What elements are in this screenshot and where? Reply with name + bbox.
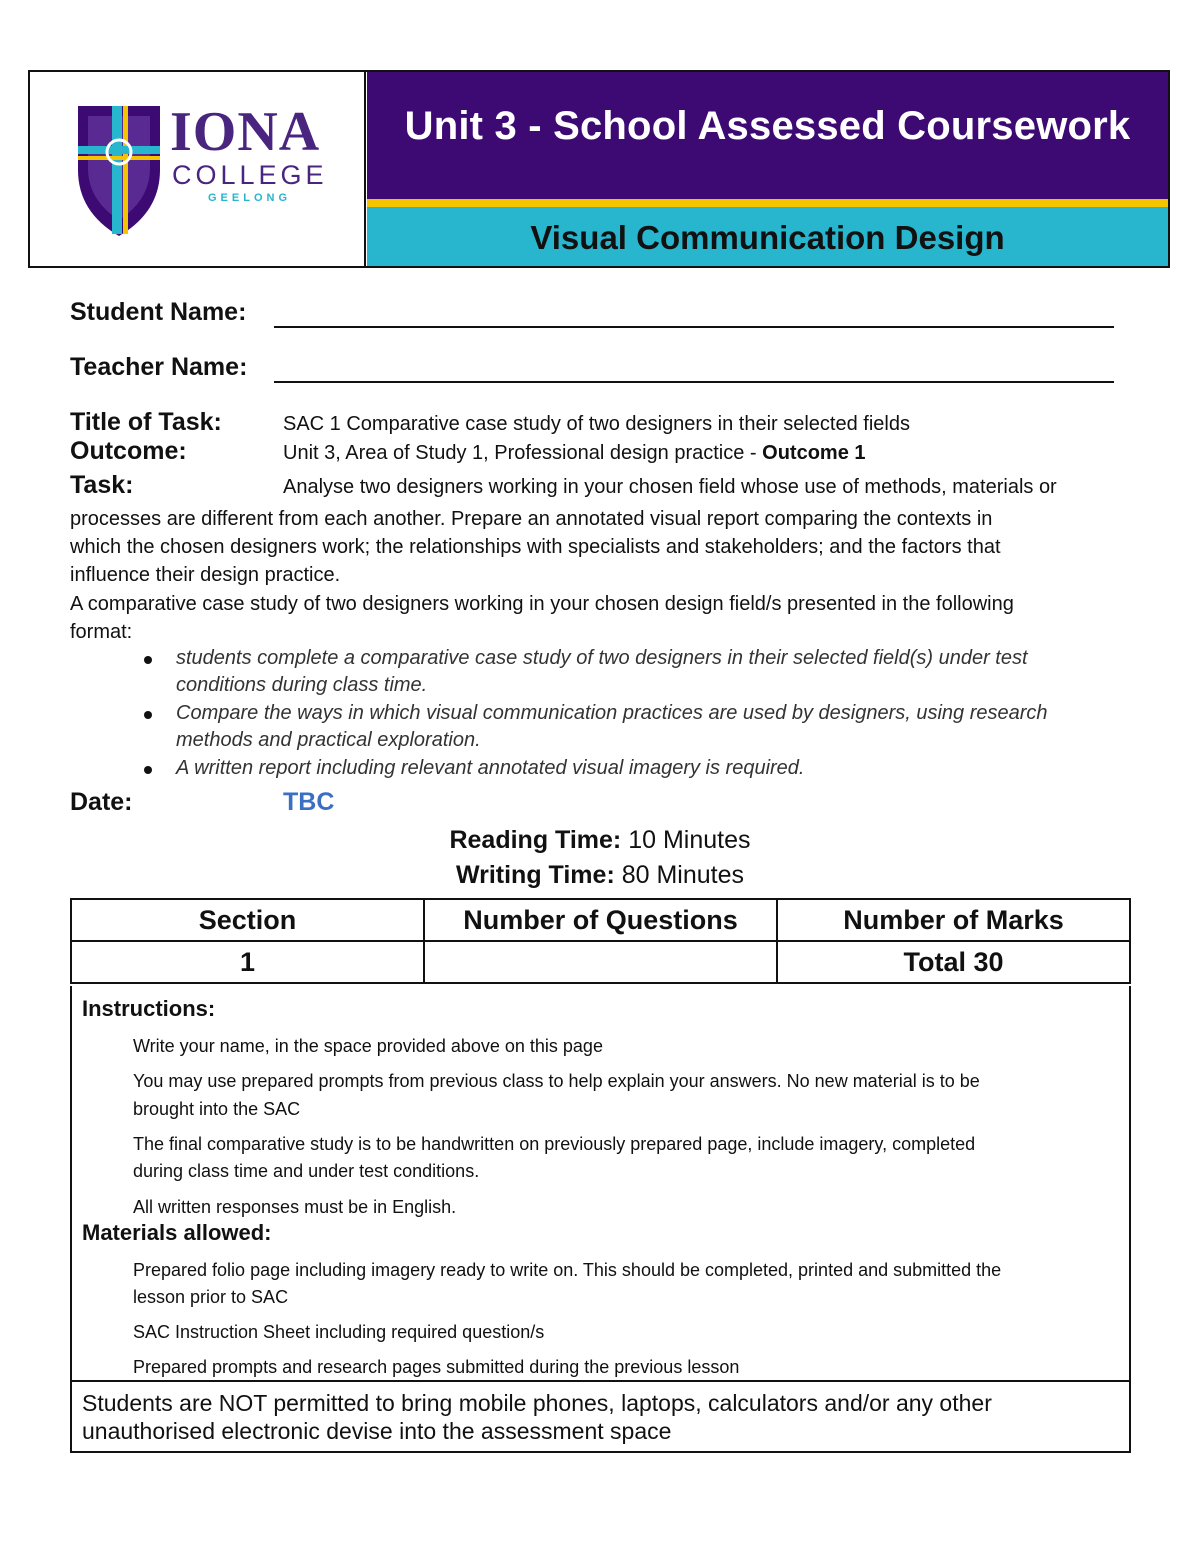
logo-panel xyxy=(30,72,366,266)
bullet-2-line-1: Compare the ways in which visual communication practices are used by designers, using research xyxy=(176,702,1048,724)
format-line-2: format: xyxy=(70,621,133,643)
materials-heading: Materials allowed: xyxy=(82,1220,272,1245)
gold-divider xyxy=(367,199,1168,207)
material-1-line-2: lesson prior to SAC xyxy=(133,1287,289,1307)
instructions-heading: Instructions: xyxy=(82,996,216,1021)
header-section: Section xyxy=(71,899,424,941)
material-3-line-1: Prepared prompts and research pages submitted during the previous lesson xyxy=(133,1357,740,1377)
title-band xyxy=(367,72,1168,199)
marks-table xyxy=(70,898,1131,984)
instruction-3-line-2: during class time and under test conditions. xyxy=(133,1161,480,1181)
bullet-dot xyxy=(144,766,152,774)
date-value: TBC xyxy=(283,788,335,816)
instruction-4-line-1: All written responses must be in English. xyxy=(133,1197,457,1217)
outcome-label: Outcome: xyxy=(70,437,187,465)
instruction-2-line-1: You may use prepared prompts from previous class to help explain your answers. No new material is to be xyxy=(133,1071,980,1091)
instruction-2-line-2: brought into the SAC xyxy=(133,1099,301,1119)
table-row xyxy=(71,941,1130,983)
logo-geelong: GEELONG xyxy=(208,192,292,204)
bullet-3-line-1: A written report including relevant annotated visual imagery is required. xyxy=(176,757,805,779)
outcome-value xyxy=(283,439,866,467)
bullet-2-line-2: methods and practical exploration. xyxy=(176,729,481,751)
warning-box xyxy=(70,1380,1131,1453)
cell-marks: Total 30 xyxy=(777,941,1130,983)
bullet-dot xyxy=(144,711,152,719)
date-label: Date: xyxy=(70,788,133,816)
task-line-2: processes are different from each another. Prepare an annotated visual report comparing the contexts in xyxy=(70,508,993,530)
task-line-4: influence their design practice. xyxy=(70,564,341,586)
writing-time-value: 80 Minutes xyxy=(614,861,745,889)
writing-time xyxy=(0,861,1200,890)
student-name-field[interactable] xyxy=(274,326,1114,328)
writing-time-label: Writing Time: xyxy=(455,861,615,889)
format-line-1: A comparative case study of two designers working in your chosen design field/s presented in the following xyxy=(70,593,1014,615)
reading-time xyxy=(0,826,1200,855)
bullet-1-line-1: students complete a comparative case study of two designers in their selected field(s) under test xyxy=(176,647,1028,669)
material-1-line-1: Prepared folio page including imagery ready to write on. This should be completed, printed and submitted the xyxy=(133,1260,1002,1280)
task-label: Task: xyxy=(70,471,134,499)
page-title: Unit 3 - School Assessed Coursework xyxy=(404,104,1131,148)
document-header xyxy=(28,70,1170,268)
outcome-bold: Outcome 1 xyxy=(762,442,866,464)
teacher-name-label: Teacher Name: xyxy=(70,353,248,381)
warning-line-2: unauthorised electronic devise into the assessment space xyxy=(82,1418,672,1444)
reading-time-label: Reading Time: xyxy=(449,826,622,854)
reading-time-value: 10 Minutes xyxy=(621,826,751,854)
bullet-1-line-2: conditions during class time. xyxy=(176,674,428,696)
instruction-3-line-1: The final comparative study is to be handwritten on previously prepared page, include imagery, completed xyxy=(133,1134,976,1154)
bullet-dot xyxy=(144,656,152,664)
cell-section: 1 xyxy=(71,941,424,983)
cell-questions xyxy=(424,941,777,983)
logo-wordmark: IONA xyxy=(170,101,321,163)
table-header-row xyxy=(71,899,1130,941)
header-number-of-questions: Number of Questions xyxy=(424,899,777,941)
title-of-task-label: Title of Task: xyxy=(70,408,222,436)
student-name-label: Student Name: xyxy=(70,298,247,326)
teacher-name-field[interactable] xyxy=(274,381,1114,383)
warning-line-1: Students are NOT permitted to bring mobile phones, laptops, calculators and/or any other xyxy=(82,1390,992,1416)
outcome-text: Unit 3, Area of Study 1, Professional design practice - xyxy=(283,442,763,464)
subtitle-band xyxy=(367,207,1168,266)
crest-icon xyxy=(74,100,164,240)
logo-college: COLLEGE xyxy=(172,160,328,190)
task-line-1: Analyse two designers working in your chosen field whose use of methods, materials or xyxy=(283,476,1057,498)
instruction-1-line-1: Write your name, in the space provided above on this page xyxy=(133,1036,603,1056)
header-number-of-marks: Number of Marks xyxy=(777,899,1130,941)
subject-title: Visual Communication Design xyxy=(530,219,1005,256)
title-of-task-value: SAC 1 Comparative case study of two designers in their selected fields xyxy=(283,413,910,435)
instructions-box xyxy=(70,986,1131,1382)
material-2-line-1: SAC Instruction Sheet including required question/s xyxy=(133,1322,545,1342)
task-line-3: which the chosen designers work; the relationships with specialists and stakeholders; and the factors that xyxy=(70,536,1001,558)
